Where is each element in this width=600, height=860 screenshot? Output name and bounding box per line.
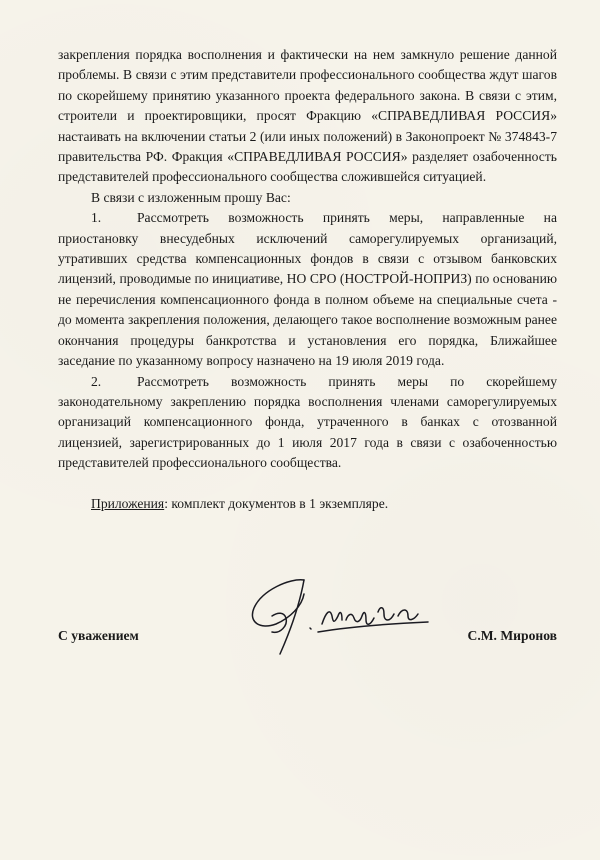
attachment-text: комплект документов в 1 экземпляре. bbox=[167, 495, 389, 511]
attachment-separator: : bbox=[164, 495, 168, 511]
attachment-line bbox=[58, 494, 557, 514]
signoff-row bbox=[58, 628, 557, 658]
list-item-2-number: 2. bbox=[91, 373, 102, 389]
list-item-2-text: Рассмотреть возможность принять меры по скорейшему законодательному закреплению порядка восполнения членами саморегулируемых организаций компенсационного фонда, утраченного в банках с отозванной лицензией, зарегистрированных до 1 июля 2017 года в связи с озабоченностью представителей профессионального сообщества. bbox=[58, 373, 557, 471]
paragraph-request: В связи с изложенным прошу Вас: bbox=[91, 189, 291, 205]
list-item-1 bbox=[58, 208, 557, 371]
list-item-1-number: 1. bbox=[91, 210, 102, 226]
paragraph-1: закрепления порядка восполнения и фактически на нем замкнуло решение данной проблемы. В связи с этим представители профессионального сообщества ждут шагов по скорейшему принятию указанного проекта федерального закона. В связи с этим, строители и проектировщики, просят Фракцию «СПРАВЕДЛИВАЯ РОССИЯ» настаивать на включении статьи 2 (или иных положений) в Законопроект № 374843-7 правительства РФ. Фракция «СПРАВЕДЛИВАЯ РОССИЯ» разделяет озабоченность представителей профессионального сообщества сложившейся ситуацией. bbox=[58, 47, 557, 185]
list-item-1-text: Рассмотреть возможность принять меры, направленные на приостановку внесудебных исключений саморегулируемых организаций, утративших средства компенсационных фондов в связи с отзывом банковских лицензий, проводимые по инициативе, НО СРО (НОСТРОЙ-НОПРИЗ) по основанию не перечисления компенсационного фонда в полном объеме на специальные счета - до момента закрепления положения, делающего такое восполнение возможным ранее окончания процедуры банкротства и установления его порядка, Ближайшее заседание по указанному вопросу назначено на 19 июля 2019 года. bbox=[58, 210, 557, 369]
signer-name: С.М. Миронов bbox=[467, 628, 557, 643]
attachment-label: Приложения bbox=[91, 495, 165, 511]
closing-regards: С уважением bbox=[58, 628, 139, 643]
list-item-2 bbox=[58, 372, 557, 474]
